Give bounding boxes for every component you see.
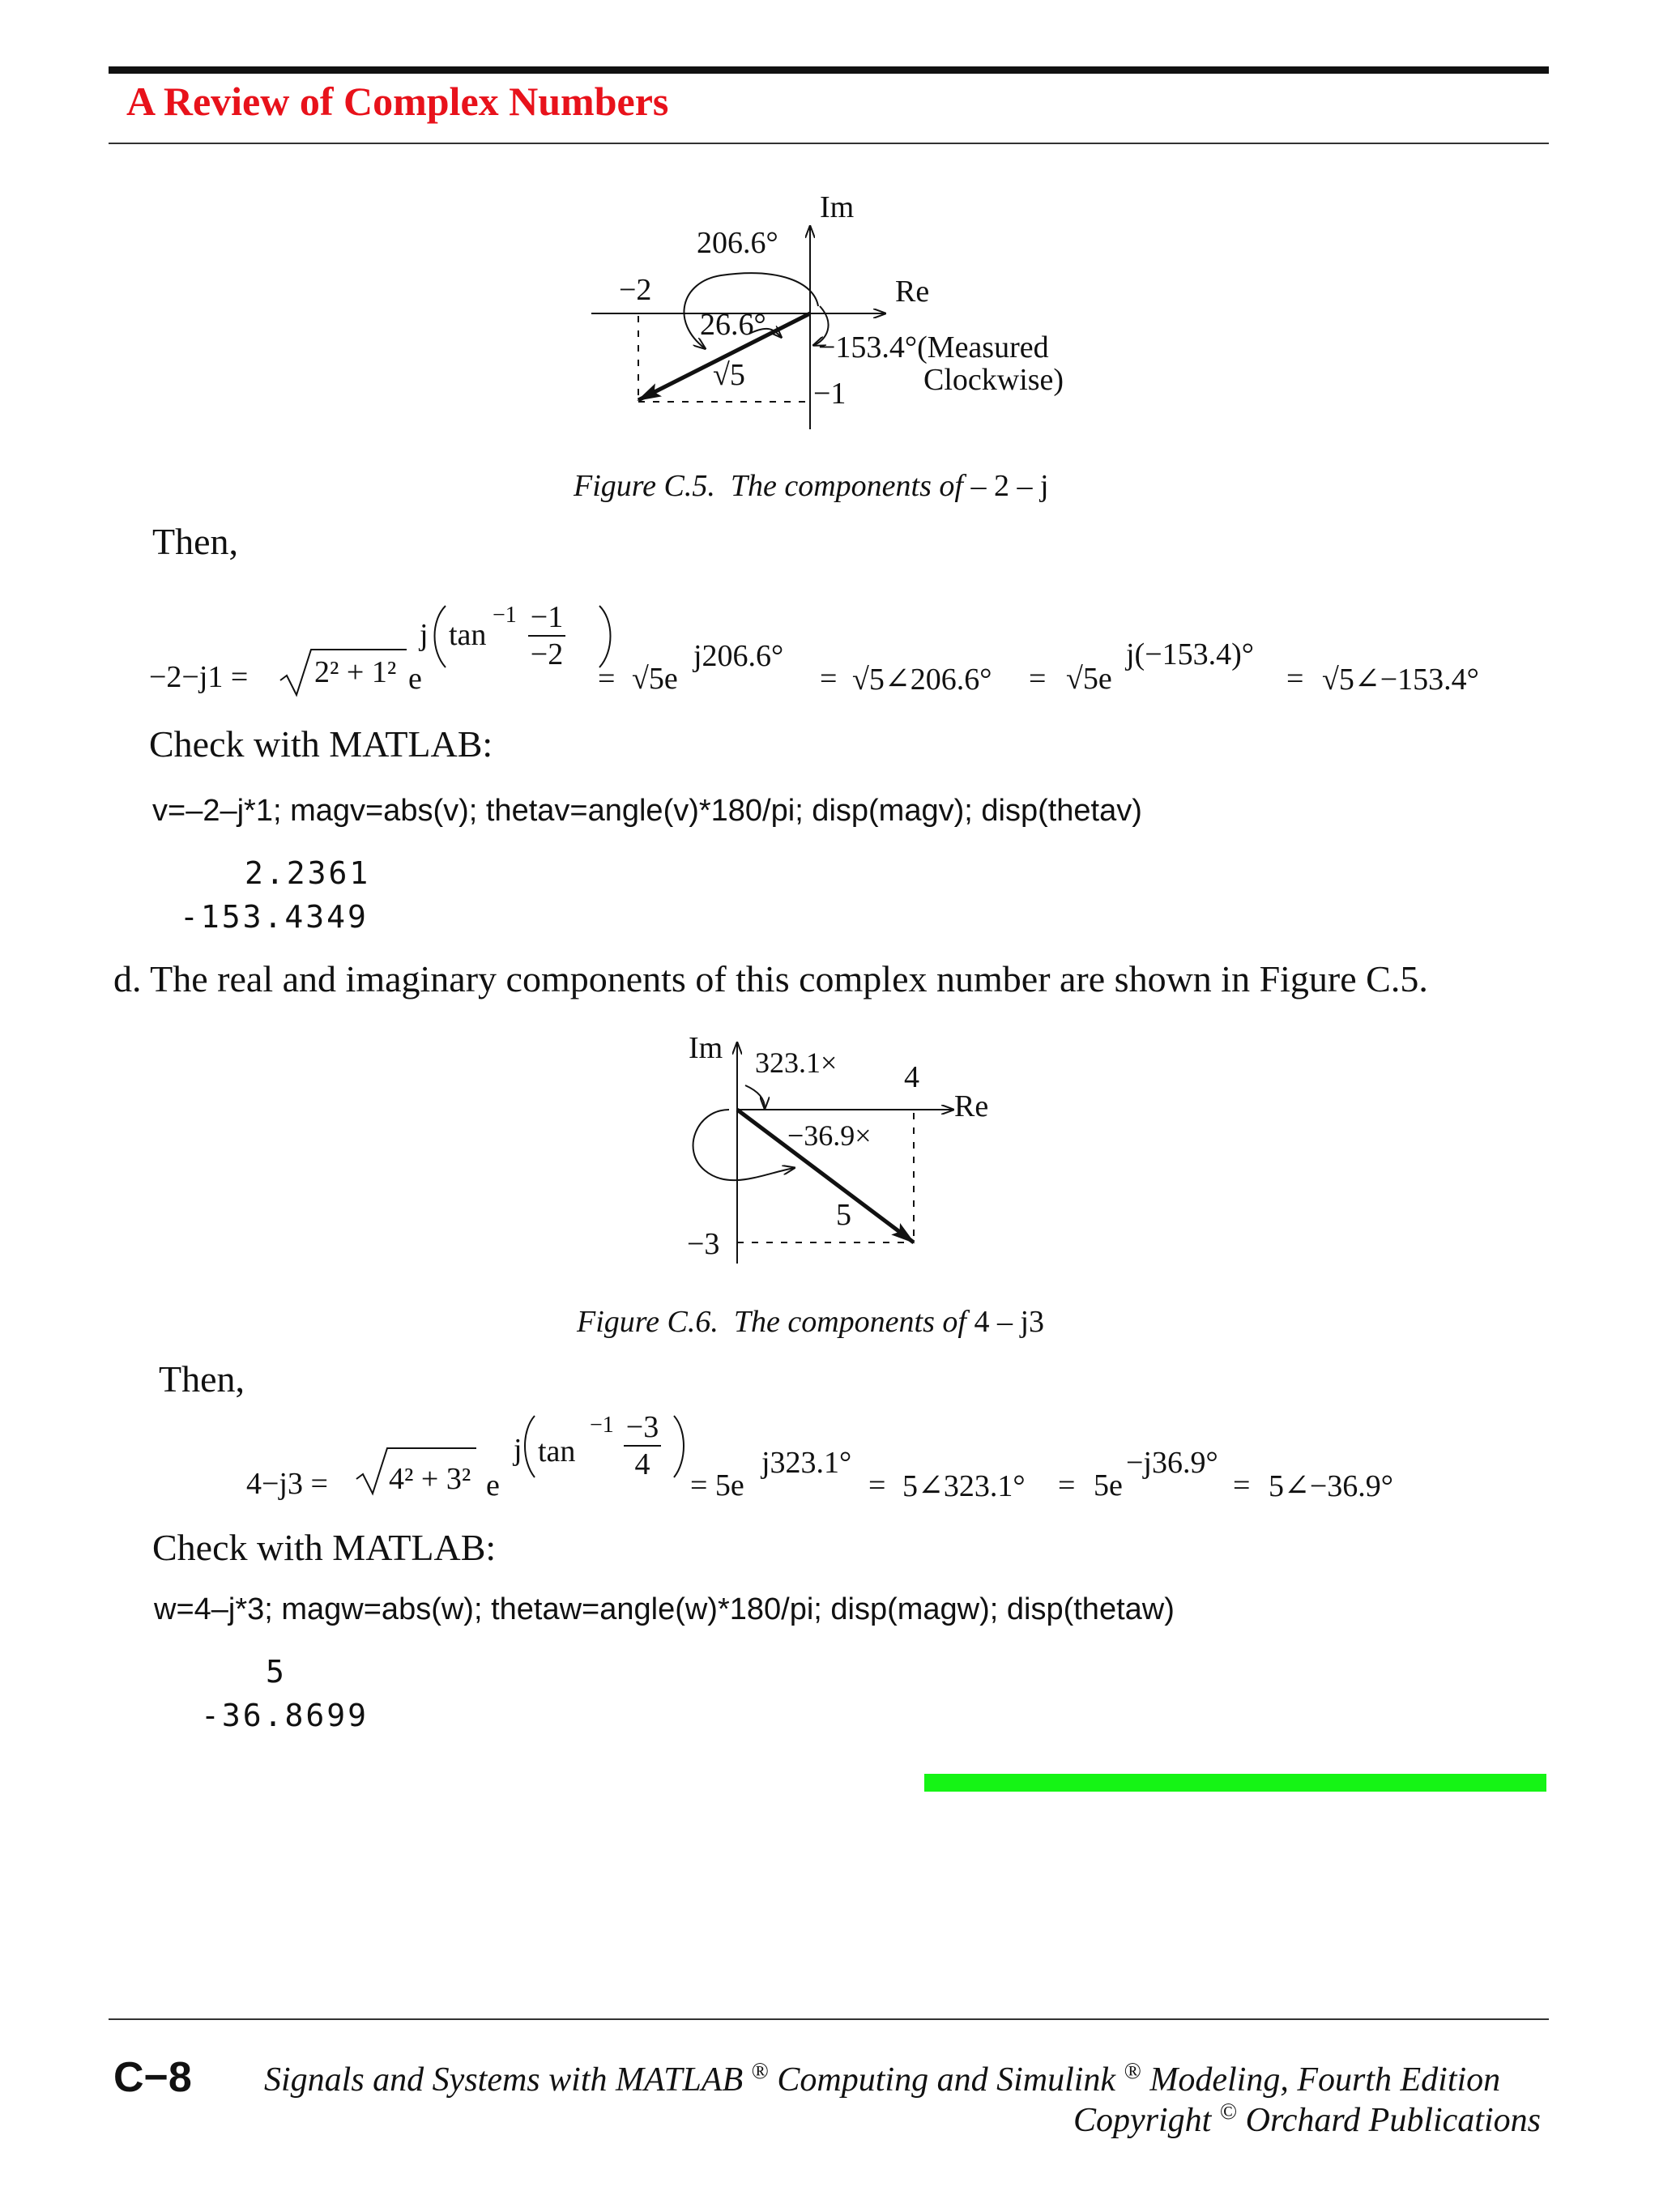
copyright-icon: © — [1219, 2099, 1238, 2125]
eq2-term3-base: 5e — [1094, 1468, 1123, 1502]
eq2-equals-d: = — [1233, 1468, 1251, 1502]
header-rule-thin — [109, 143, 1549, 144]
eq2-term4: 5∠−36.9° — [1269, 1469, 1393, 1503]
c6-arc-neg36 — [745, 1085, 765, 1108]
eq1-lhs: −2−j1 = — [149, 660, 249, 694]
section-title: A Review of Complex Numbers — [126, 79, 669, 124]
eq2-term1-exp: j323.1° — [761, 1446, 852, 1480]
c6-arc-323 — [693, 1110, 794, 1180]
eq1-equals-b: = — [820, 662, 838, 696]
eq1-sqrt-body: 2² + 1² — [314, 655, 397, 689]
c5-label-206: 206.6° — [697, 226, 778, 260]
footer-book-title — [264, 2059, 1500, 2099]
eq2-e: e — [486, 1468, 500, 1502]
eq1-term2: √5∠206.6° — [852, 663, 992, 697]
eq1-numerator: −1 — [530, 600, 564, 634]
c6-caption-text: The components of — [733, 1305, 966, 1339]
c5-caption-text: The components of — [730, 469, 963, 503]
c5-label-clockwise: Clockwise) — [923, 363, 1064, 397]
then-label-1: Then, — [152, 521, 239, 562]
figure-c6-caption — [577, 1304, 1044, 1340]
figure-c5-caption — [574, 468, 1049, 504]
c6-label-neg36: −36.9× — [787, 1119, 872, 1152]
c6-caption-label: Figure C.6. — [577, 1305, 719, 1339]
c5-tick-neg2: −2 — [619, 273, 652, 307]
matlab-code-2: w=4–j*3; magw=abs(w); thetaw=angle(w)*180/pi; disp(magw); disp(thetaw) — [154, 1592, 1175, 1626]
footer-copyright-a: Copyright — [1073, 2102, 1212, 2139]
c5-caption-expr: – 2 – j — [970, 469, 1049, 503]
footer-book-b: Computing and Simulink — [777, 2061, 1116, 2099]
eq2-denominator: 4 — [624, 1445, 661, 1482]
eq1-e: e — [408, 662, 422, 696]
c5-label-neg153: −153.4°(Measured — [818, 330, 1049, 364]
footer-reg-2: ® — [1124, 2059, 1141, 2084]
page-number: C−8 — [113, 2054, 192, 2101]
eq2-term2: 5∠323.1° — [902, 1469, 1026, 1503]
matlab-code-1: v=–2–j*1; magv=abs(v); thetav=angle(v)*180/pi; disp(magv); disp(thetav) — [152, 794, 1142, 828]
c6-label-re: Re — [954, 1089, 989, 1123]
eq2-equals-b: = — [868, 1468, 886, 1502]
footer-copyright — [1073, 2099, 1541, 2140]
footer-book-a: Signals and Systems with MATLAB — [264, 2061, 744, 2099]
part-d-text: d. The real and imaginary components of this complex number are shown in Figure C.5. — [113, 958, 1428, 999]
c5-label-im: Im — [820, 190, 855, 224]
eq2-sqrt-body: 4² + 3² — [389, 1462, 471, 1496]
matlab-output-2-line2: -36.8699 — [201, 1698, 369, 1733]
c6-caption-expr: 4 – j3 — [974, 1305, 1044, 1339]
eq1-j: j — [420, 618, 429, 652]
header-rule-thick — [109, 66, 1549, 74]
eq2-numerator: −3 — [625, 1410, 659, 1444]
eq2-equals-c: = — [1058, 1468, 1076, 1502]
c5-label-26: 26.6° — [700, 308, 766, 342]
eq1-term3-base: √5e — [1066, 662, 1112, 696]
c6-label-im: Im — [689, 1031, 723, 1065]
c5-caption-label: Figure C.5. — [574, 469, 715, 503]
footer-reg-1: ® — [751, 2059, 769, 2084]
eq1-term1-base: √5e — [632, 662, 678, 696]
c6-label-323: 323.1× — [755, 1046, 838, 1079]
c5-label-magnitude: √5 — [713, 358, 745, 392]
c5-label-re: Re — [895, 275, 930, 309]
eq1-denominator: −2 — [528, 635, 565, 672]
matlab-output-1-line2: -153.4349 — [180, 899, 369, 935]
eq1-equals-c: = — [1029, 662, 1047, 696]
figure-c6-diagram — [664, 1029, 1004, 1272]
eq1-term4: √5∠−153.4° — [1322, 663, 1479, 697]
footer-book-c: Modeling, Fourth Edition — [1149, 2061, 1501, 2099]
check-label-1: Check with MATLAB: — [149, 723, 493, 765]
eq1-tan: tan — [449, 618, 487, 652]
figure-c5-diagram — [583, 186, 1085, 437]
check-label-2: Check with MATLAB: — [152, 1527, 497, 1568]
footer-copyright-b: Orchard Publications — [1245, 2102, 1541, 2139]
then-label-2: Then, — [159, 1358, 245, 1400]
eq2-equals-a: = 5e — [690, 1468, 744, 1502]
matlab-output-1-line1: 2.2361 — [245, 855, 371, 891]
c6-tick-neg3: −3 — [687, 1227, 720, 1261]
eq1-fraction — [528, 599, 565, 672]
eq1-equals-a: = — [598, 662, 616, 696]
eq2-term3-exp: −j36.9° — [1126, 1446, 1218, 1480]
eq1-equals-d: = — [1286, 662, 1304, 696]
c5-tick-neg1: −1 — [813, 377, 847, 411]
eq2-j: j — [514, 1433, 522, 1467]
c6-tick-4: 4 — [904, 1060, 919, 1094]
c6-label-magnitude: 5 — [836, 1198, 851, 1232]
eq2-tan-exp: −1 — [590, 1413, 614, 1438]
highlight-bar — [924, 1774, 1546, 1792]
eq1-term1-exp: j206.6° — [693, 639, 784, 673]
footer-rule — [109, 2018, 1549, 2020]
eq1-term3-exp: j(−153.4)° — [1126, 637, 1254, 671]
eq2-tan: tan — [538, 1434, 576, 1468]
eq1-tan-exp: −1 — [493, 603, 517, 628]
eq2-lhs: 4−j3 = — [246, 1467, 328, 1501]
matlab-output-2-line1: 5 — [266, 1654, 287, 1690]
eq2-fraction — [624, 1409, 661, 1482]
